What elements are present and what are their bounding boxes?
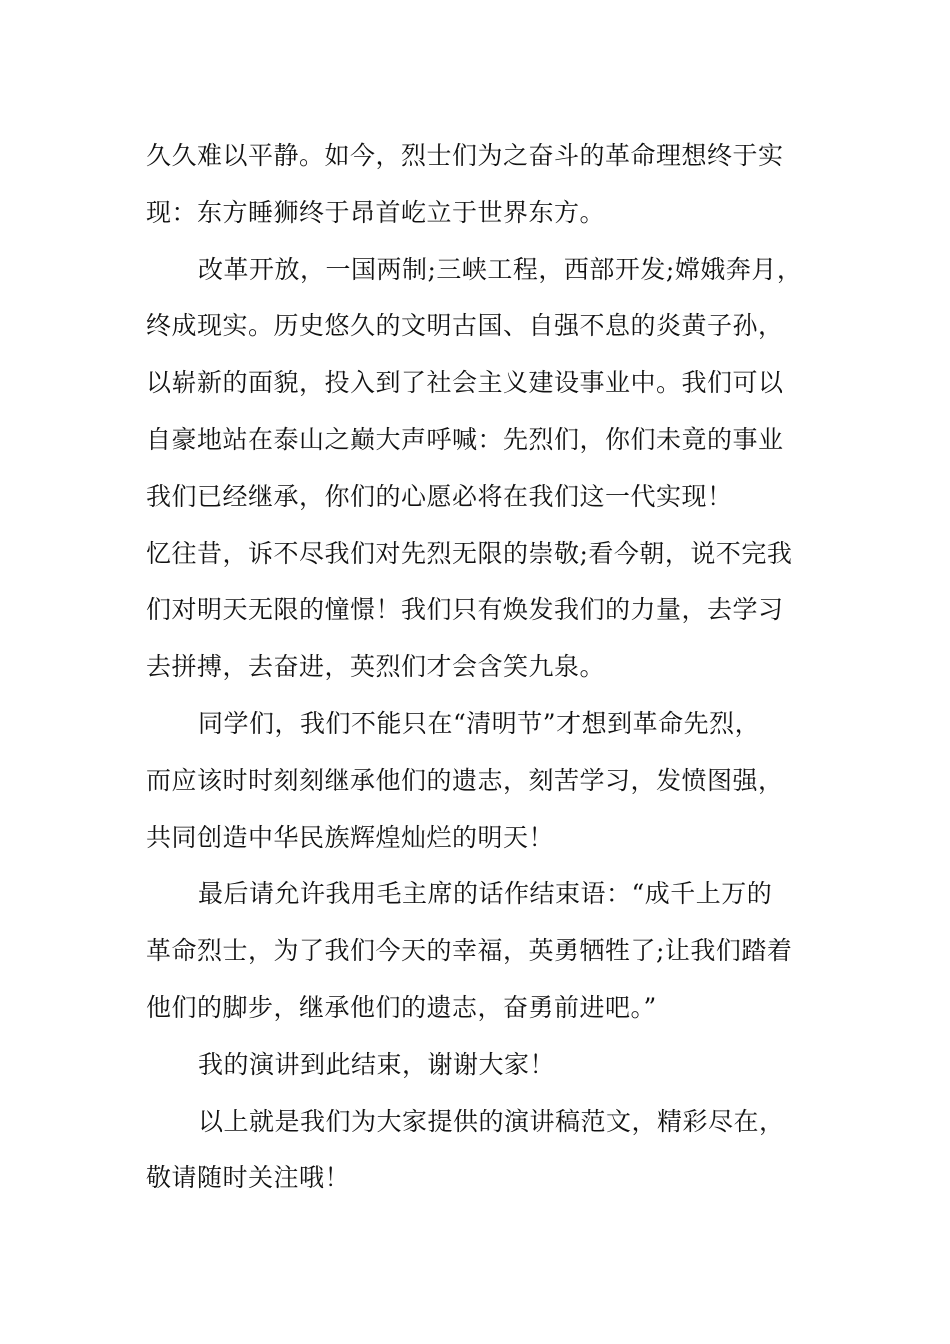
- text-line: 去拼搏，去奋进，英烈们才会含笑九泉。: [146, 652, 606, 682]
- text-line: 我们已经继承，你们的心愿必将在我们这一代实现！: [146, 481, 733, 511]
- text-line: 自豪地站在泰山之巅大声呼喊：先烈们，你们未竟的事业: [146, 424, 784, 454]
- text-line: 久久难以平静。如今，烈士们为之奋斗的革命理想终于实: [146, 141, 784, 170]
- text-line: 同学们，我们不能只在“清明节”才想到革命先烈，: [198, 708, 761, 738]
- speech-body-text: [146, 128, 826, 1207]
- text-line: 而应该时时刻刻继承他们的遗志，刻苦学习，发愤图强，: [146, 765, 784, 795]
- text-line: 他们的脚步，继承他们的遗志，奋勇前进吧。”: [146, 992, 657, 1022]
- text-line: 共同创造中华民族辉煌灿烂的明天！: [146, 822, 555, 852]
- text-line: 革命烈士，为了我们今天的幸福，英勇牺牲了;让我们踏着: [146, 936, 793, 966]
- text-line: 最后请允许我用毛主席的话作结束语：“成千上万的: [198, 879, 773, 909]
- text-line: 我的演讲到此结束，谢谢大家！: [198, 1049, 556, 1079]
- text-line: 以崭新的面貌，投入到了社会主义建设事业中。我们可以: [146, 368, 784, 398]
- text-line: 敬请随时关注哦！: [146, 1163, 351, 1193]
- text-line: 现：东方睡狮终于昂首屹立于世界东方。: [146, 197, 606, 227]
- text-line: 忆往昔，诉不尽我们对先烈无限的崇敬;看今朝，说不完我: [146, 538, 793, 568]
- text-line: 改革开放，一国两制;三峡工程，西部开发;嫦娥奔月，: [198, 254, 803, 284]
- text-line: 以上就是我们为大家提供的演讲稿范文，精彩尽在，: [198, 1106, 785, 1136]
- text-line: 们对明天无限的憧憬！我们只有焕发我们的力量，去学习: [146, 595, 784, 625]
- text-line: 终成现实。历史悠久的文明古国、自强不息的炎黄子孙，: [146, 311, 784, 341]
